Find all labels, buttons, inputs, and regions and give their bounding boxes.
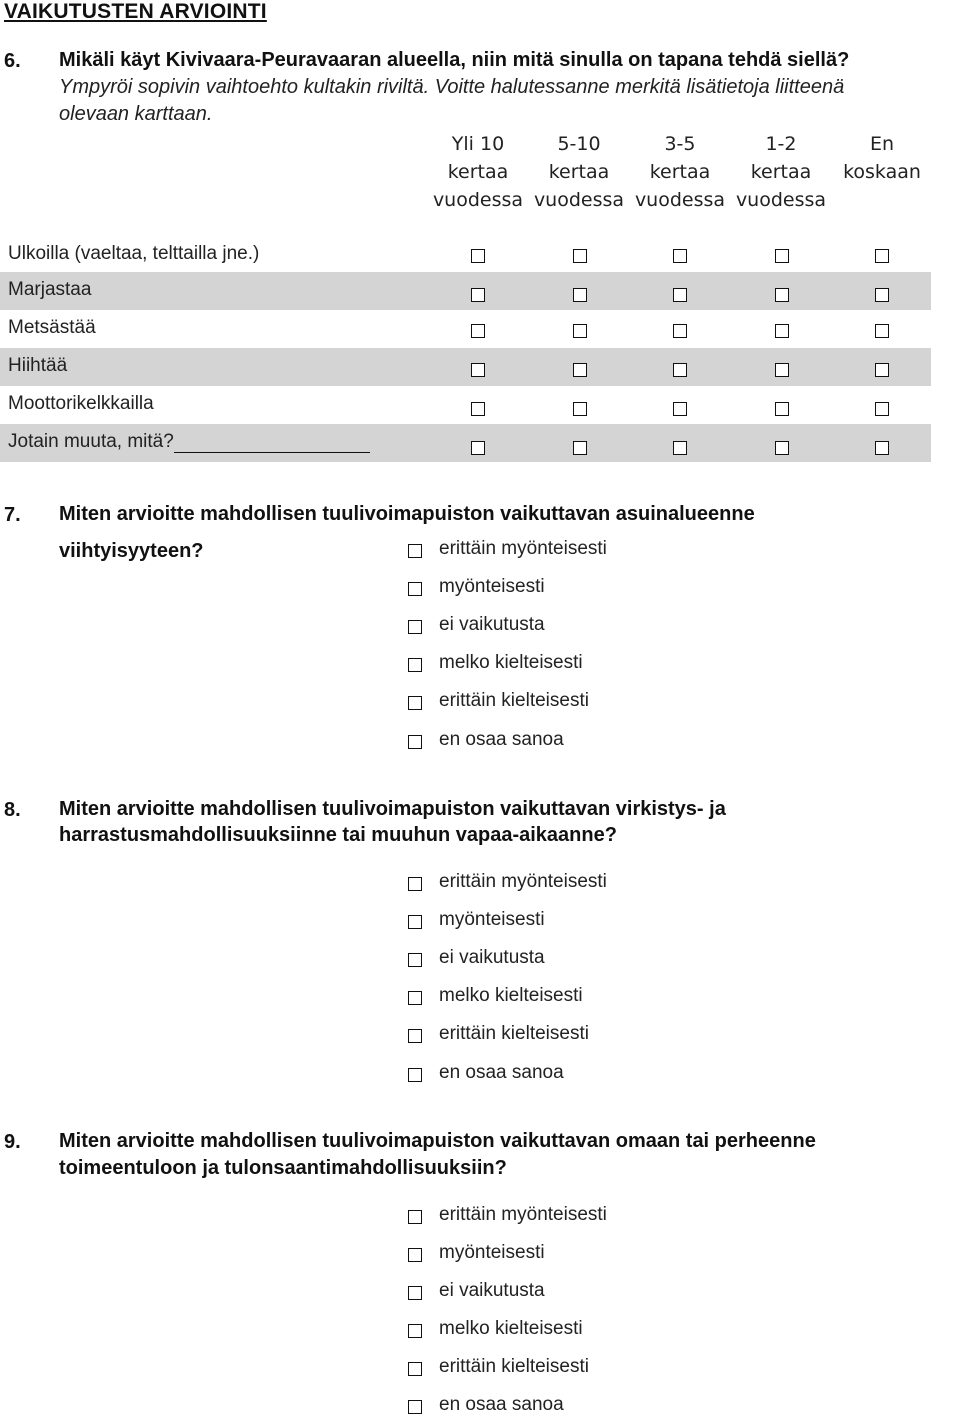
checkbox[interactable] xyxy=(471,288,485,302)
option-label: erittäin kielteisesti xyxy=(439,1356,589,1377)
checkbox[interactable] xyxy=(573,402,587,416)
checkbox[interactable] xyxy=(408,991,422,1005)
checkbox[interactable] xyxy=(573,288,587,302)
row-label: Marjastaa xyxy=(8,279,92,300)
column-header-over-10 xyxy=(423,130,533,214)
question-8-number: 8. xyxy=(4,799,21,821)
column-header-3-5 xyxy=(625,130,735,214)
column-header-line: Yli 10 xyxy=(451,133,505,155)
checkbox[interactable] xyxy=(471,249,485,263)
checkbox[interactable] xyxy=(471,363,485,377)
checkbox[interactable] xyxy=(408,1068,422,1082)
question-7-text-line1: Miten arvioitte mahdollisen tuulivoimapuiston vaikuttavan asuinalueenne xyxy=(59,503,755,525)
column-header-line: 5-10 xyxy=(557,133,601,155)
option-label: en osaa sanoa xyxy=(439,1394,564,1415)
checkbox[interactable] xyxy=(875,288,889,302)
checkbox[interactable] xyxy=(875,324,889,338)
row-label: Metsästää xyxy=(8,317,96,338)
option-label: melko kielteisesti xyxy=(439,652,583,673)
option-label: erittäin kielteisesti xyxy=(439,1023,589,1044)
question-7-number: 7. xyxy=(4,504,21,526)
activity-row-hunting xyxy=(0,310,931,348)
checkbox[interactable] xyxy=(408,1029,422,1043)
checkbox[interactable] xyxy=(775,363,789,377)
checkbox[interactable] xyxy=(875,363,889,377)
column-header-1-2 xyxy=(726,130,836,214)
checkbox[interactable] xyxy=(673,363,687,377)
checkbox[interactable] xyxy=(775,249,789,263)
checkbox[interactable] xyxy=(673,288,687,302)
checkbox[interactable] xyxy=(408,658,422,672)
option-label: en osaa sanoa xyxy=(439,1062,564,1083)
option-label: ei vaikutusta xyxy=(439,947,545,968)
checkbox[interactable] xyxy=(875,249,889,263)
row-label: Jotain muuta, mitä? xyxy=(8,431,174,452)
page-heading: VAIKUTUSTEN ARVIOINTI xyxy=(4,0,267,23)
question-9-text-line2: toimeentuloon ja tulonsaantimahdollisuuksiin? xyxy=(59,1157,507,1179)
checkbox[interactable] xyxy=(408,1400,422,1414)
checkbox[interactable] xyxy=(775,324,789,338)
column-header-line: vuodessa xyxy=(533,189,625,211)
checkbox[interactable] xyxy=(408,877,422,891)
question-9-number: 9. xyxy=(4,1131,21,1153)
column-header-line: kertaa xyxy=(548,161,610,183)
column-header-line: kertaa xyxy=(750,161,812,183)
checkbox[interactable] xyxy=(408,620,422,634)
checkbox[interactable] xyxy=(408,1362,422,1376)
option-label: myönteisesti xyxy=(439,1242,545,1263)
checkbox[interactable] xyxy=(875,402,889,416)
row-label: Hiihtää xyxy=(8,355,68,376)
column-header-line: vuodessa xyxy=(634,189,726,211)
checkbox[interactable] xyxy=(673,249,687,263)
activity-row-skiing xyxy=(0,348,931,386)
column-header-line: 1-2 xyxy=(765,133,797,155)
column-header-never xyxy=(827,130,937,186)
option-label: en osaa sanoa xyxy=(439,729,564,750)
checkbox[interactable] xyxy=(408,1286,422,1300)
question-6-text: Mikäli käyt Kivivaara-Peuravaaran alueella, niin mitä sinulla on tapana tehdä siellä? xyxy=(59,49,850,71)
checkbox[interactable] xyxy=(775,441,789,455)
checkbox[interactable] xyxy=(775,288,789,302)
column-header-line: vuodessa xyxy=(432,189,524,211)
option-label: melko kielteisesti xyxy=(439,985,583,1006)
checkbox[interactable] xyxy=(408,953,422,967)
checkbox[interactable] xyxy=(408,1210,422,1224)
question-6-number: 6. xyxy=(4,50,21,72)
checkbox[interactable] xyxy=(573,441,587,455)
activity-row-snowmobiling xyxy=(0,386,931,424)
option-label: melko kielteisesti xyxy=(439,1318,583,1339)
checkbox[interactable] xyxy=(673,441,687,455)
checkbox[interactable] xyxy=(673,324,687,338)
checkbox[interactable] xyxy=(471,324,485,338)
checkbox[interactable] xyxy=(408,1324,422,1338)
checkbox[interactable] xyxy=(408,915,422,929)
question-7-text-line2: viihtyisyyteen? xyxy=(59,540,204,562)
option-label: erittäin myönteisesti xyxy=(439,1204,607,1225)
question-8-text-line2: harrastusmahdollisuuksiinne tai muuhun vapaa-aikaanne? xyxy=(59,824,617,846)
option-label: ei vaikutusta xyxy=(439,1280,545,1301)
option-label: myönteisesti xyxy=(439,909,545,930)
column-header-5-10 xyxy=(524,130,634,214)
question-6-instruction-line2: olevaan karttaan. xyxy=(59,103,213,125)
option-label: erittäin kielteisesti xyxy=(439,690,589,711)
option-label: ei vaikutusta xyxy=(439,614,545,635)
checkbox[interactable] xyxy=(408,696,422,710)
checkbox[interactable] xyxy=(775,402,789,416)
checkbox[interactable] xyxy=(573,363,587,377)
column-header-line: kertaa xyxy=(649,161,711,183)
checkbox[interactable] xyxy=(673,402,687,416)
activity-row-outdoor xyxy=(0,236,931,274)
column-header-line: 3-5 xyxy=(664,133,696,155)
checkbox[interactable] xyxy=(408,582,422,596)
checkbox[interactable] xyxy=(875,441,889,455)
checkbox[interactable] xyxy=(408,544,422,558)
question-9-text-line1: Miten arvioitte mahdollisen tuulivoimapuiston vaikuttavan omaan tai perheenne xyxy=(59,1130,816,1152)
row-label-with-blank xyxy=(8,431,370,453)
column-header-line: En xyxy=(869,133,895,155)
checkbox[interactable] xyxy=(573,249,587,263)
option-label: myönteisesti xyxy=(439,576,545,597)
checkbox[interactable] xyxy=(573,324,587,338)
checkbox[interactable] xyxy=(408,1248,422,1262)
activity-row-other xyxy=(0,424,931,462)
column-header-line: kertaa xyxy=(447,161,509,183)
fill-in-blank-line[interactable] xyxy=(174,434,370,453)
row-label: Moottorikelkkailla xyxy=(8,393,154,414)
question-6-instruction-line1: Ympyröi sopivin vaihtoehto kultakin riviltä. Voitte halutessanne merkitä lisätietoja liitteenä xyxy=(59,76,845,98)
checkbox[interactable] xyxy=(471,441,485,455)
column-header-line: koskaan xyxy=(843,161,921,183)
option-label: erittäin myönteisesti xyxy=(439,871,607,892)
question-8-text-line1: Miten arvioitte mahdollisen tuulivoimapuiston vaikuttavan virkistys- ja xyxy=(59,798,726,820)
row-label: Ulkoilla (vaeltaa, telttailla jne.) xyxy=(8,243,260,264)
option-label: erittäin myönteisesti xyxy=(439,538,607,559)
checkbox[interactable] xyxy=(408,735,422,749)
activity-row-berries xyxy=(0,272,931,310)
column-header-line: vuodessa xyxy=(735,189,827,211)
checkbox[interactable] xyxy=(471,402,485,416)
